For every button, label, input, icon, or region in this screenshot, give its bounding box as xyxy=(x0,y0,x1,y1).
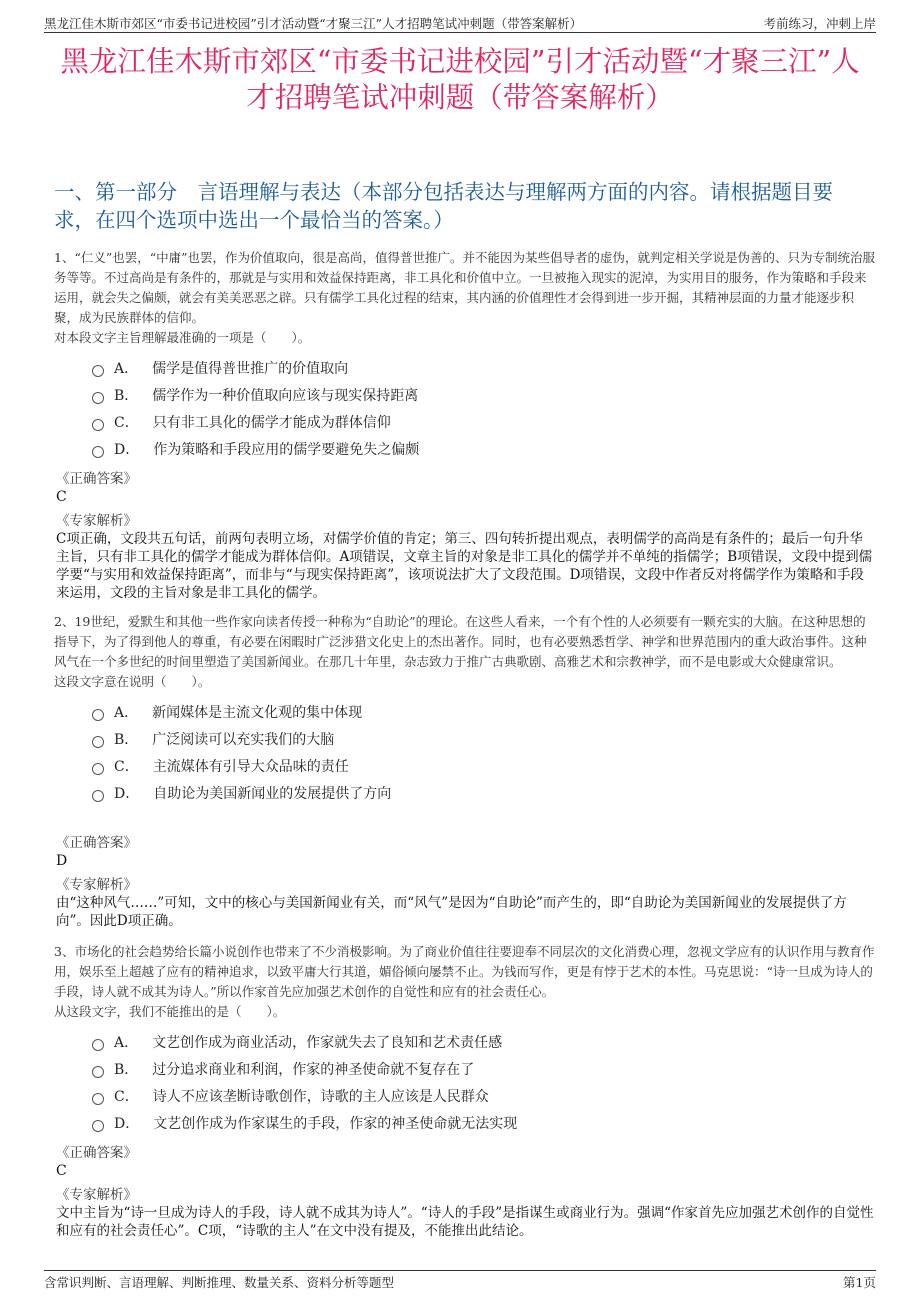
option-c[interactable] xyxy=(92,752,876,779)
correct-answer: C xyxy=(56,489,67,505)
answer-label: 《正确答案》 xyxy=(56,1145,137,1161)
footer-note: 含常识判断、言语理解、判断推理、数量关系、资料分析等题型 xyxy=(44,1275,395,1290)
option-text: 新闻媒体是主流文化观的集中体现 xyxy=(152,704,363,721)
page-footer xyxy=(44,1270,876,1293)
option-label: C． xyxy=(114,1088,139,1105)
radio-icon[interactable] xyxy=(92,1093,104,1105)
option-text: 儒学是值得普世推广的价值取向 xyxy=(152,360,349,377)
option-c[interactable] xyxy=(92,1082,876,1109)
option-label: D． xyxy=(114,785,140,802)
radio-icon[interactable] xyxy=(92,392,104,404)
option-text: 文艺创作成为作家谋生的手段，作家的神圣使命就无法实现 xyxy=(153,1115,518,1132)
question-stem: 2、19世纪，爱默生和其他一些作家向读者传授一种称为“自助论”的理论。在这些人看来，一个有个性的人必须要有一颗充实的大脑。在这种思想的指导下，为了得到他人的尊重，有必要在闲暇时广泛涉猎文化史上的杰出著作。同时，也有必要熟悉哲学、神学和世界范围内的重大政治事件。这种风气在一个多世纪的时间里塑造了美国新闻业。在那几十年里，杂志致力于推广古典歌剧、高雅艺术和宗教神学，而不是电影或大众健康常识。 xyxy=(54,614,867,669)
question-stem: 1、“仁义”也罢，“中庸”也罢，作为价值取向，很是高尚，值得普世推广。并不能因为某些倡导者的虚伪，就判定相关学说是伪善的、只为专制统治服务等等。不过高尚是有条件的，那就是与实用和效益保持距离，非工具化和价值中立。一旦被拖入现实的泥淖，为实用目的服务，作为策略和手段来运用，就会失之偏颇，就会有美美恶恶之辟。只有儒学工具化过程的结束，其内涵的价值理性才会得到进一步开掘，其精神层面的力量才能逐步积聚，成为民族群体的信仰。 xyxy=(54,250,876,325)
answer-block-3 xyxy=(54,1144,876,1240)
question-stem: 3、市场化的社会趋势给长篇小说创作也带来了不少消极影响。为了商业价值往往要迎奉不同层次的文化消费心理，忽视文学应有的认识作用与教育作用，娱乐至上超越了应有的精神追求，以致平庸大行其道，媚俗倾向屡禁不止。为钱而写作，更是有悖于艺术的本性。马克思说：“诗一旦成为诗人的手段，诗人就不成其为诗人。”所以作家首先应加强艺术创作的自觉性和应有的社会责任心。 xyxy=(54,944,875,999)
option-c[interactable] xyxy=(92,408,876,435)
question-1 xyxy=(54,248,876,462)
option-text: 自助论为美国新闻业的发展提供了方向 xyxy=(153,785,392,802)
option-list xyxy=(92,1028,876,1136)
option-label: B． xyxy=(114,1061,139,1078)
option-text: 儒学作为一种价值取向应该与现实保持距离 xyxy=(152,387,419,404)
option-label: B． xyxy=(114,731,139,748)
answer-label: 《正确答案》 xyxy=(56,471,137,487)
radio-icon[interactable] xyxy=(92,790,104,802)
option-a[interactable] xyxy=(92,1028,876,1055)
option-d[interactable] xyxy=(92,435,876,462)
option-a[interactable] xyxy=(92,698,876,725)
option-text: 只有非工具化的儒学才能成为群体信仰 xyxy=(152,414,391,431)
document-title: 黑龙江佳木斯市郊区“市委书记进校园”引才活动暨“才聚三江”人才招聘笔试冲刺题（带答案解析） xyxy=(60,45,860,114)
option-label: B． xyxy=(114,387,139,404)
answer-label: 《正确答案》 xyxy=(56,835,137,851)
option-a[interactable] xyxy=(92,354,876,381)
option-d[interactable] xyxy=(92,1109,876,1136)
option-text: 作为策略和手段应用的儒学要避免失之偏颇 xyxy=(153,441,420,458)
question-3 xyxy=(54,942,876,1136)
option-text: 主流媒体有引导大众品味的责任 xyxy=(152,758,349,775)
option-label: D． xyxy=(114,441,140,458)
radio-icon[interactable] xyxy=(92,365,104,377)
radio-icon[interactable] xyxy=(92,736,104,748)
radio-icon[interactable] xyxy=(92,1039,104,1051)
explanation-label: 《专家解析》 xyxy=(56,513,137,529)
radio-icon[interactable] xyxy=(92,446,104,458)
radio-icon[interactable] xyxy=(92,419,104,431)
radio-icon[interactable] xyxy=(92,1066,104,1078)
answer-block-2 xyxy=(54,834,876,930)
page-number: 第1页 xyxy=(843,1275,876,1290)
correct-answer: D xyxy=(56,853,68,869)
option-label: A． xyxy=(114,1034,139,1051)
explanation-text: C项正确，文段共五句话，前两句表明立场，对儒学价值的肯定；第三、四句转折提出观点，表明儒学的高尚是有条件的；最后一句升华主旨，只有非工具化的儒学才能成为群体信仰。A项错误，文章主旨的对象是非工具化的儒学并不单纯的指儒学；B项错误，文段中提到儒学要“与实用和效益保持距离”，而非与“与现实保持距离”，该项说法扩大了文段范围。D项错误，文段中作者反对将儒学作为策略和手段来运用，文段的主旨对象是非工具化的儒学。 xyxy=(56,531,873,601)
question-2 xyxy=(54,612,876,806)
answer-block-1 xyxy=(54,470,876,602)
page-header xyxy=(44,12,876,33)
section-heading: 一、第一部分 言语理解与表达（本部分包括表达与理解两方面的内容。请根据题目要求，在四个选项中选出一个最恰当的答案。） xyxy=(54,180,833,232)
cut-off-next-question xyxy=(54,1253,574,1265)
option-text: 诗人不应该垄断诗歌创作，诗歌的主人应该是人民群众 xyxy=(152,1088,489,1105)
option-text: 文艺创作成为商业活动，作家就失去了良知和艺术责任感 xyxy=(152,1034,503,1051)
explanation-text: 由“这种风气……”可知，文中的核心与美国新闻业有关，而“风气”是因为“自助论”而产生的，即“自助论为美国新闻业的发展提供了方向”。因此D项正确。 xyxy=(56,895,847,929)
correct-answer: C xyxy=(56,1163,67,1179)
option-label: C． xyxy=(114,414,139,431)
explanation-text: 文中主旨为“诗一旦成为诗人的手段，诗人就不成其为诗人”。“诗人的手段”是指谋生或商业行为。强调“作家首先应加强艺术创作的自觉性和应有的社会责任心”。C项，“诗歌的主人”在文中没有提及，不能推出此结论。 xyxy=(56,1205,874,1239)
explanation-label: 《专家解析》 xyxy=(56,1187,137,1203)
option-list xyxy=(92,354,876,462)
explanation-label: 《专家解析》 xyxy=(56,877,137,893)
option-text: 广泛阅读可以充实我们的大脑 xyxy=(152,731,335,748)
option-b[interactable] xyxy=(92,1055,876,1082)
option-d[interactable] xyxy=(92,779,876,806)
question-ask: 这段文字意在说明（ ）。 xyxy=(54,674,211,689)
radio-icon[interactable] xyxy=(92,763,104,775)
question-ask: 从这段文字，我们不能推出的是（ ）。 xyxy=(54,1004,286,1019)
option-label: C． xyxy=(114,758,139,775)
option-label: D． xyxy=(114,1115,140,1132)
option-text: 过分追求商业和利润，作家的神圣使命就不复存在了 xyxy=(152,1061,475,1078)
header-title: 黑龙江佳木斯市郊区“市委书记进校园”引才活动暨“才聚三江”人才招聘笔试冲刺题（带答案解析） xyxy=(44,16,583,31)
option-list xyxy=(92,698,876,806)
question-ask: 对本段文字主旨理解最准确的一项是（ ）。 xyxy=(54,330,311,345)
option-b[interactable] xyxy=(92,725,876,752)
option-b[interactable] xyxy=(92,381,876,408)
header-slogan: 考前练习，冲刺上岸 xyxy=(763,16,876,31)
radio-icon[interactable] xyxy=(92,1120,104,1132)
radio-icon[interactable] xyxy=(92,709,104,721)
option-label: A． xyxy=(114,704,139,721)
option-label: A． xyxy=(114,360,139,377)
